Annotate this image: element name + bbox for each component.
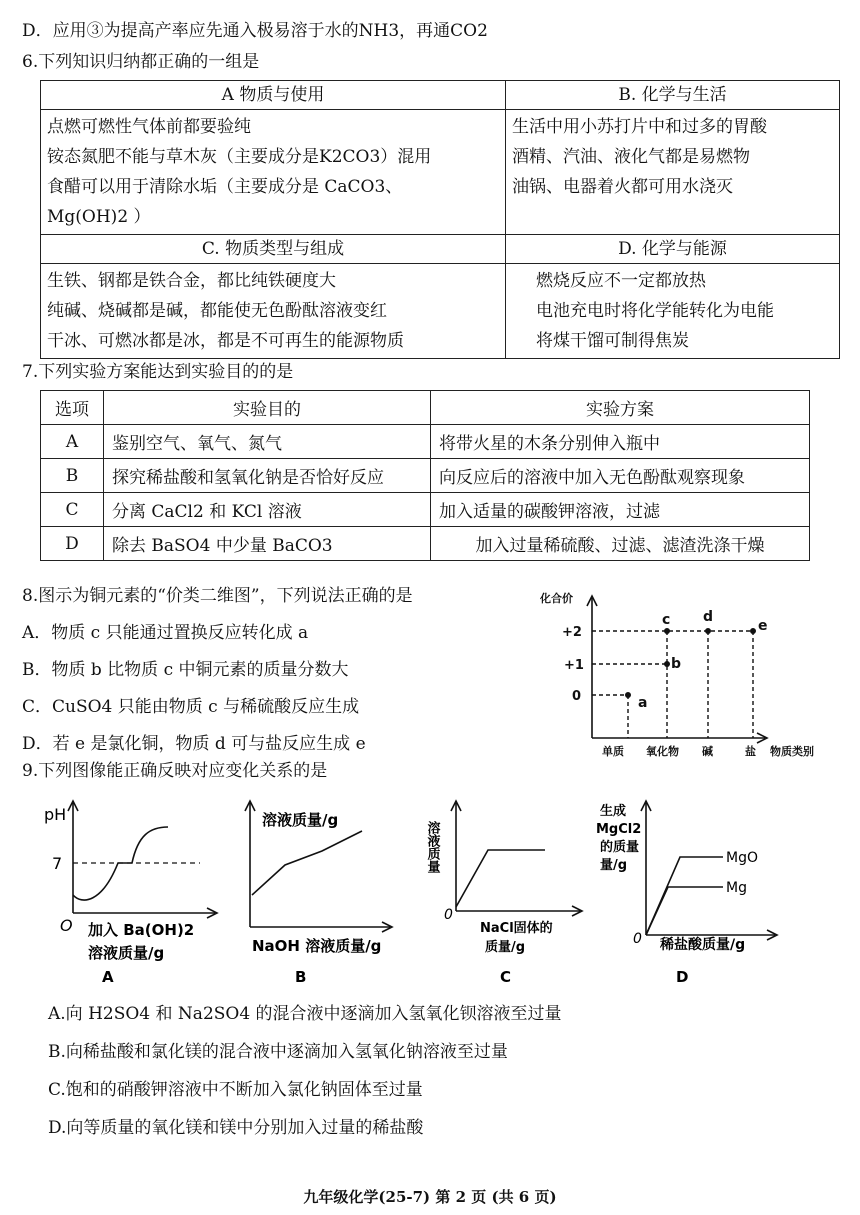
q6-d-head: D. 化学与能源 (506, 235, 840, 264)
q6-a-line: 食醋可以用于清除水垢（主要成分是 CaCO3、 (47, 177, 403, 197)
valence-class-diagram (540, 588, 840, 760)
q6-a-line: 铵态氮肥不能与草木灰（主要成分是K2CO3）混用 (47, 147, 432, 167)
graph-c-x-label: NaCl固体的 (480, 921, 553, 936)
q9-stem: 9.下列图像能正确反映对应变化关系的是 (22, 761, 328, 781)
x-tick: 盐 (745, 745, 756, 758)
q8-option: A．物质 c 只能通过置换反应转化成 a (22, 623, 309, 643)
table-row (41, 425, 810, 459)
graph-a-origin: O (60, 916, 73, 935)
q7-cell: B (41, 459, 104, 493)
y-tick: +2 (562, 625, 582, 640)
q6-d-line: 燃烧反应不一定都放热 (536, 271, 706, 291)
graph-d-series-label: MgO (726, 850, 758, 866)
q8-option: B．物质 b 比物质 c 中铜元素的质量分数大 (22, 660, 349, 680)
graph-d (596, 801, 777, 986)
point-label: e (758, 618, 768, 634)
point-label: c (662, 612, 671, 628)
q8-stem: 8.图示为铜元素的“价类二维图”，下列说法正确的是 (22, 586, 413, 606)
point-c (664, 628, 670, 634)
q7-header: 选项 (41, 391, 104, 425)
graph-a-tick: 7 (52, 854, 63, 873)
graph-a-x-label: 加入 Ba(OH)2 (88, 921, 195, 939)
graph-d-x-label: 稀盐酸质量/g (660, 937, 746, 953)
graph-c (425, 801, 583, 986)
q5-option-d: D．应用③为提高产率应先通入极易溶于水的NH3，再通CO2 (22, 21, 488, 41)
q7-header: 实验目的 (104, 391, 431, 425)
point-label: d (703, 609, 714, 625)
point-a (625, 692, 631, 698)
graph-b-y-label: 溶液质量/g (262, 811, 339, 829)
table-row (41, 527, 810, 561)
graph-d-y-label: 的质量 (600, 840, 640, 855)
q6-b-line: 油锅、电器着火都可用水浇灭 (512, 177, 733, 197)
q6-c-line: 纯碱、烧碱都是碱，都能使无色酚酞溶液变红 (47, 301, 387, 321)
q7-cell: 加入过量稀硫酸、过滤、滤渣洗涤干燥 (431, 527, 810, 561)
graph-c-letter: C (500, 968, 512, 986)
q6-c-line: 生铁、钢都是铁合金，都比纯铁硬度大 (47, 271, 336, 291)
q6-c-head: C. 物质类型与组成 (41, 235, 506, 264)
q7-stem: 7.下列实验方案能达到实验目的的是 (22, 362, 294, 382)
q7-cell: 分离 CaCl2 和 KCl 溶液 (104, 493, 431, 527)
graph-c-x-label: 质量/g (485, 940, 526, 955)
q6-d-line: 将煤干馏可制得焦炭 (536, 331, 689, 351)
graph-a-x-label: 溶液质量/g (88, 944, 165, 962)
q7-cell: D (41, 527, 104, 561)
q6-a-line: Mg(OH)2 ） (47, 207, 151, 227)
x-axis-label: 物质类别 (770, 745, 814, 758)
x-tick: 碱 (702, 745, 713, 758)
graph-b-x-label: NaOH 溶液质量/g (252, 937, 382, 955)
q9-option: D.向等质量的氧化镁和镁中分别加入过量的稀盐酸 (48, 1118, 424, 1138)
q9-option: B.向稀盐酸和氯化镁的混合液中逐滴加入氢氧化钠溶液至过量 (48, 1042, 508, 1062)
graph-d-y-label: MgCl2 (596, 822, 642, 837)
q7-cell: 鉴别空气、氧气、氮气 (104, 425, 431, 459)
page-footer: 九年级化学(25-7) 第 2 页 (共 6 页) (303, 1188, 557, 1206)
q6-b-line: 生活中用小苏打片中和过多的胃酸 (512, 117, 767, 137)
x-tick: 氧化物 (646, 745, 679, 758)
graph-a-y-label: pH (44, 805, 67, 824)
y-tick: +1 (564, 658, 584, 673)
graph-c-y-label: 溶液质量 (424, 821, 440, 873)
q9-graphs (40, 795, 840, 995)
q7-cell: 除去 BaSO4 中少量 BaCO3 (104, 527, 431, 561)
q6-d-body (506, 264, 840, 359)
point-label: a (638, 695, 648, 711)
q6-b-head: B. 化学与生活 (506, 81, 840, 110)
q7-cell: 加入适量的碳酸钾溶液，过滤 (431, 493, 810, 527)
point-d (705, 628, 711, 634)
q6-table (40, 80, 840, 359)
q6-c-body (41, 264, 506, 359)
point-label: b (671, 656, 682, 672)
graph-a (44, 801, 217, 986)
graph-d-origin: 0 (633, 931, 642, 947)
graph-a-letter: A (102, 968, 114, 986)
q7-cell: A (41, 425, 104, 459)
y-tick: 0 (572, 689, 582, 704)
graph-b-letter: B (295, 968, 307, 986)
table-row (41, 459, 810, 493)
q7-cell: 探究稀盐酸和氢氧化钠是否恰好反应 (104, 459, 431, 493)
q6-d-line: 电池充电时将化学能转化为电能 (536, 301, 774, 321)
q7-header: 实验方案 (431, 391, 810, 425)
q8-option: C．CuSO4 只能由物质 c 与稀硫酸反应生成 (22, 697, 360, 717)
q7-cell: C (41, 493, 104, 527)
q6-b-body (506, 110, 840, 235)
q6-a-head: A 物质与使用 (41, 81, 506, 110)
graph-d-series-label: Mg (726, 880, 747, 896)
q6-a-line: 点燃可燃性气体前都要验纯 (47, 117, 251, 137)
q6-c-line: 干冰、可燃冰都是冰，都是不可再生的能源物质 (47, 331, 404, 351)
q6-a-body (41, 110, 506, 235)
graph-d-y-label: 生成 (600, 804, 627, 819)
point-b (664, 661, 670, 667)
q8-option: D．若 e 是氯化铜，物质 d 可与盐反应生成 e (22, 734, 366, 754)
point-e (750, 628, 756, 634)
q6-b-line: 酒精、汽油、液化气都是易燃物 (512, 147, 750, 167)
x-tick: 单质 (602, 745, 624, 758)
table-row (41, 493, 810, 527)
q6-stem: 6.下列知识归纳都正确的一组是 (22, 52, 260, 72)
q7-table (40, 390, 810, 561)
graph-d-y-label: 量/g (600, 858, 628, 873)
q9-option: C.饱和的硝酸钾溶液中不断加入氯化钠固体至过量 (48, 1080, 423, 1100)
q9-option: A.向 H2SO4 和 Na2SO4 的混合液中逐滴加入氢氧化钡溶液至过量 (48, 1004, 562, 1024)
graph-d-letter: D (676, 968, 689, 986)
q7-cell: 将带火星的木条分别伸入瓶中 (431, 425, 810, 459)
q7-cell: 向反应后的溶液中加入无色酚酞观察现象 (431, 459, 810, 493)
graph-b (245, 801, 392, 986)
graph-c-origin: 0 (444, 907, 453, 923)
y-axis-label: 化合价 (540, 592, 573, 605)
